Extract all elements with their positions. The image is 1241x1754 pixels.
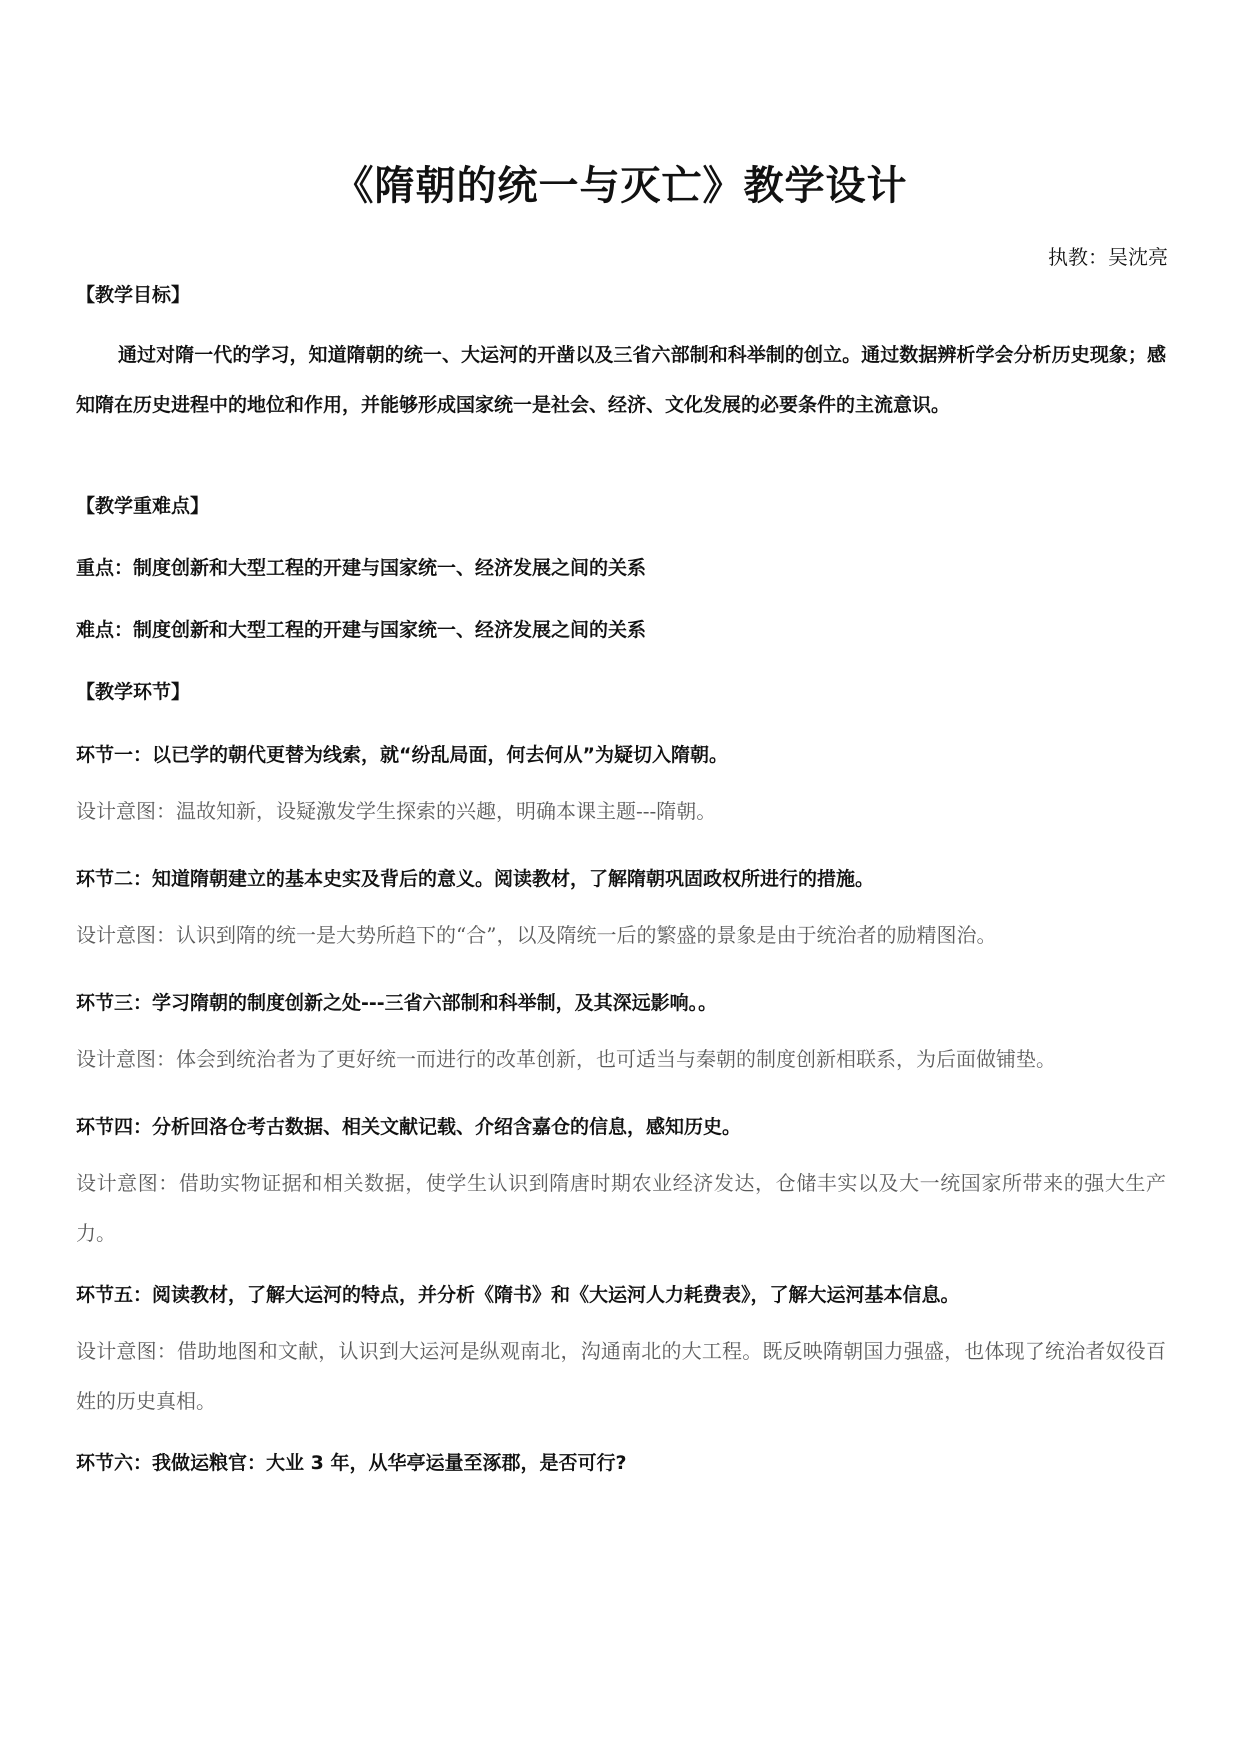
objectives-paragraph: 通过对隋一代的学习，知道隋朝的统一、大运河的开凿以及三省六部制和科举制的创立。通过数据辨析学会分析历史现象；感知隋在历史进程中的地位和作用，并能够形成国家统一是社会、经济、文化发展的必要条件的主流意识。	[76, 344, 1166, 416]
step-2-intent: 设计意图：认识到隋的统一是大势所趋下的“合”，以及隋统一后的繁盛的景象是由于统治者的励精图治。	[76, 923, 997, 947]
step-5: 环节五：阅读教材，了解大运河的特点，并分析《隋书》和《大运河人力耗费表》，了解大运河基本信息。	[76, 1284, 960, 1306]
step-5-intent: 设计意图：借助地图和文献，认识到大运河是纵观南北，沟通南北的大工程。既反映隋朝国力强盛，也体现了统治者奴役百姓的历史真相。	[76, 1339, 1166, 1413]
steps-heading: 【教学环节】	[76, 681, 191, 703]
step-3-intent: 设计意图：体会到统治者为了更好统一而进行的改革创新，也可适当与秦朝的制度创新相联系，为后面做铺垫。	[76, 1047, 1056, 1071]
objectives-heading: 【教学目标】	[76, 284, 191, 306]
step-4-intent: 设计意图：借助实物证据和相关数据，使学生认识到隋唐时期农业经济发达，仓储丰实以及大一统国家所带来的强大生产力。	[76, 1171, 1166, 1245]
difficulty-line: 难点：制度创新和大型工程的开建与国家统一、经济发展之间的关系	[76, 619, 647, 641]
author-line: 执教：吴沈亮	[1048, 245, 1168, 269]
document-title: 《隋朝的统一与灭亡》教学设计	[333, 162, 908, 209]
step-4: 环节四：分析回洛仓考古数据、相关文献记载、介绍含嘉仓的信息，感知历史。	[76, 1116, 742, 1138]
step-1: 环节一：以已学的朝代更替为线索，就“纷乱局面，何去何从”为疑切入隋朝。	[76, 744, 728, 766]
step-1-intent: 设计意图：温故知新，设疑激发学生探索的兴趣，明确本课主题---隋朝。	[76, 799, 717, 823]
step-6: 环节六：我做运粮官：大业 3 年，从华亭运量至涿郡，是否可行?	[76, 1452, 627, 1474]
step-3: 环节三：学习隋朝的制度创新之处---三省六部制和科举制，及其深远影响。。	[76, 992, 718, 1014]
keypoint-line: 重点：制度创新和大型工程的开建与国家统一、经济发展之间的关系	[76, 557, 647, 579]
keypoints-heading: 【教学重难点】	[76, 495, 210, 517]
step-2: 环节二：知道隋朝建立的基本史实及背后的意义。阅读教材，了解隋朝巩固政权所进行的措施。	[76, 868, 875, 890]
